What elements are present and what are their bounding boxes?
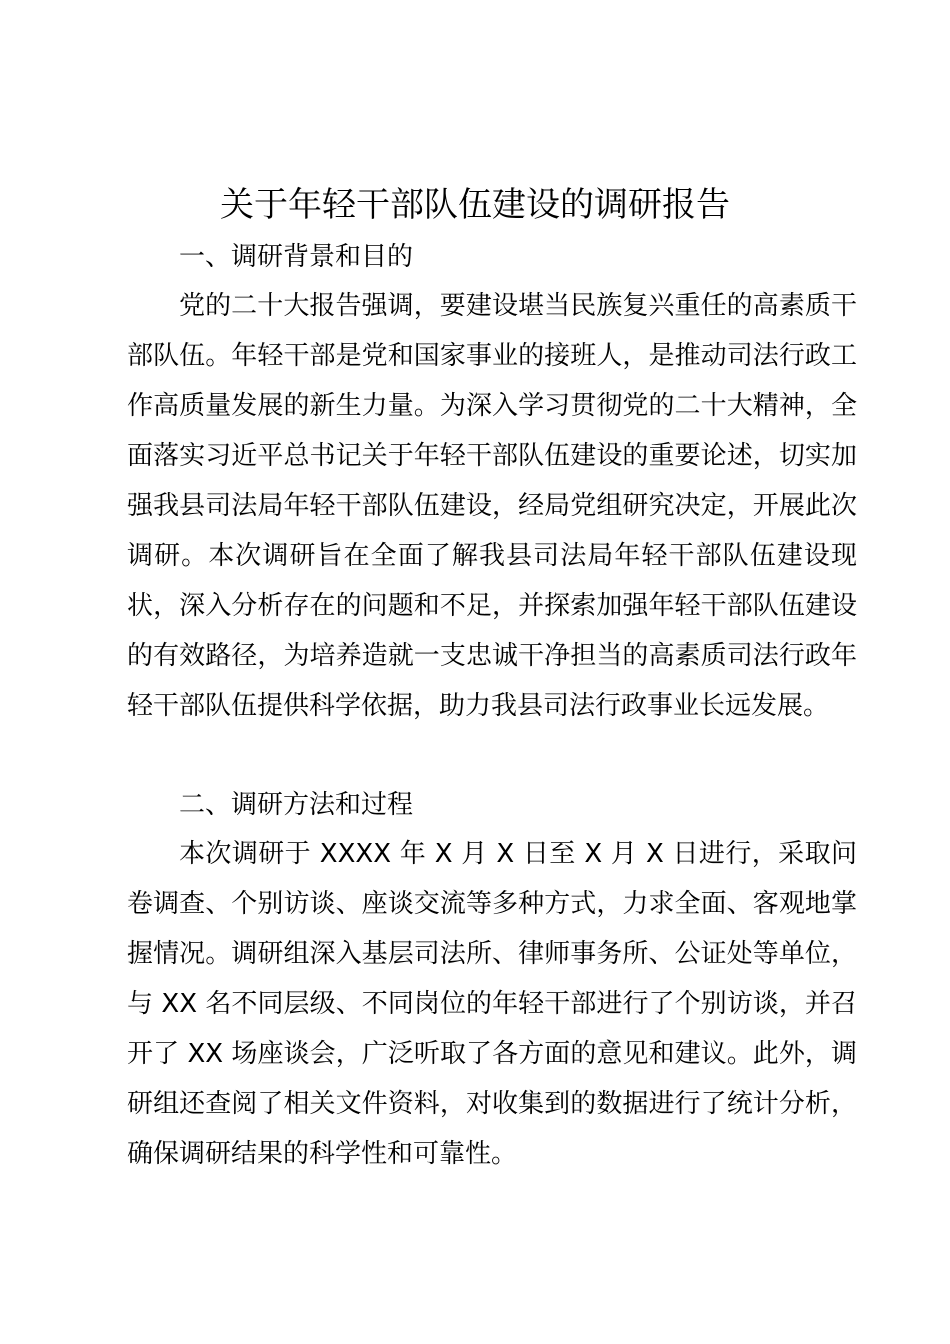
section-1-paragraph: 党的二十大报告强调，要建设堪当民族复兴重任的高素质干部队伍。年轻干部是党和国家事业的接班人，是推动司法行政工作高质量发展的新生力量。为深入学习贯彻党的二十大精神，全面落实习近平总书记关于年轻干部队伍建设的重要论述，切实加强我县司法局年轻干部队伍建设，经局党组研究决定，开展此次调研。本次调研旨在全面了解我县司法局年轻干部队伍建设现状，深入分析存在的问题和不足，并探索加强年轻干部队伍建设的有效路径，为培养造就一支忠诚干净担当的高素质司法行政年轻干部队伍提供科学依据，助力我县司法行政事业长远发展。 xyxy=(127,291,857,721)
section-1-heading: 一、调研背景和目的 xyxy=(179,242,414,272)
section-2-paragraph: 本次调研于 XXXX 年 X 月 X 日至 X 月 X 日进行，采取问卷调查、个别访谈、座谈交流等多种方式，力求全面、客观地掌握情况。调研组深入基层司法所、律师事务所、公证处等单位，与 XX 名不同层级、不同岗位的年轻干部进行了个别访谈，并召开了 XX 场座谈会，广泛听取了各方面的意见和建议。此外，调研组还查阅了相关文件资料，对收集到的数据进行了统计分析，确保调研结果的科学性和可靠性。 xyxy=(127,839,857,1169)
document-title: 关于年轻干部队伍建设的调研报告 xyxy=(220,185,730,225)
section-2-heading: 二、调研方法和过程 xyxy=(179,790,414,820)
